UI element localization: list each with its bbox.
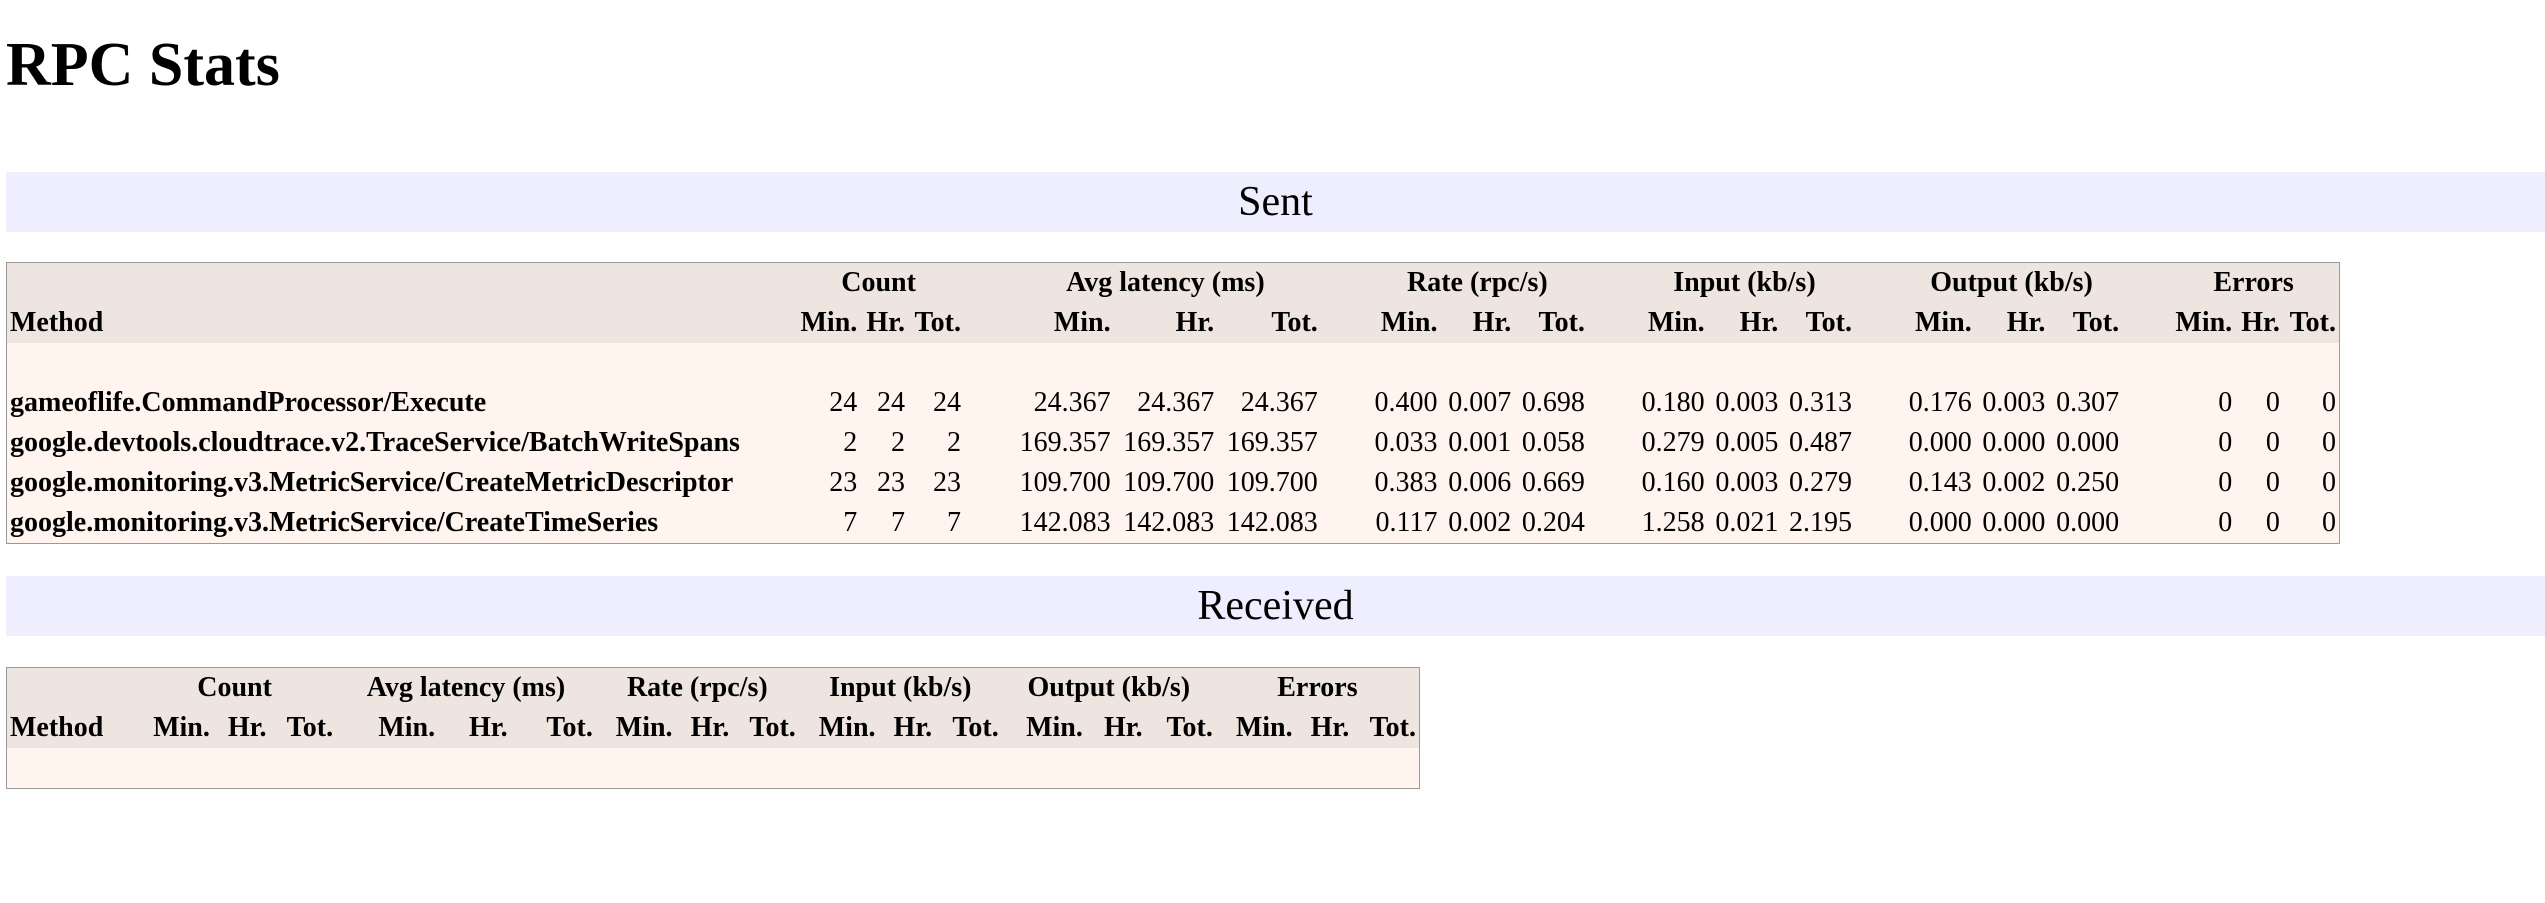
- latency-min-value: 24.367: [1033, 387, 1111, 418]
- latency-hr-header: Hr.: [1114, 303, 1218, 343]
- rate-hr-value: 0.001: [1448, 427, 1512, 458]
- latency-tot-header: Tot.: [511, 708, 596, 748]
- output-tot-value: 0.000: [2056, 507, 2120, 538]
- method-name: google.devtools.cloudtrace.v2.TraceService/BatchWriteSpans: [10, 427, 740, 458]
- received-stats-table: [6, 667, 1420, 789]
- output-tot-value: 0.000: [2056, 427, 2120, 458]
- table-row: [7, 463, 2339, 503]
- errors-hr-header: Hr.: [2235, 303, 2283, 343]
- input-hr-value: 0.021: [1715, 507, 1779, 538]
- rate-min-value: 0.117: [1375, 507, 1438, 538]
- input-hr-value: 0.005: [1715, 427, 1779, 458]
- count-hr-value: 2: [890, 427, 905, 458]
- output-min-value: 0.000: [1908, 507, 1972, 538]
- method-column-header: Method: [7, 708, 133, 748]
- rate-hr-header: Hr.: [676, 708, 733, 748]
- count-tot-value: 7: [946, 507, 961, 538]
- count-min-header: Min.: [133, 708, 213, 748]
- input-hr-header: Hr.: [879, 708, 936, 748]
- received-section-title: Received: [1197, 583, 1354, 629]
- spacer-row: [7, 748, 1419, 788]
- errors-tot-header: Tot.: [1352, 708, 1419, 748]
- input-group-header: Input (kb/s): [1634, 263, 1855, 303]
- method-name: gameoflife.CommandProcessor/Execute: [10, 387, 487, 418]
- rate-min-header: Min.: [1367, 303, 1441, 343]
- rate-hr-header: Hr.: [1441, 303, 1515, 343]
- count-min-value: 2: [843, 427, 858, 458]
- output-tot-header: Tot.: [2048, 303, 2122, 343]
- rate-group-header: Rate (rpc/s): [1367, 263, 1588, 303]
- rate-min-value: 0.400: [1374, 387, 1438, 418]
- method-name: google.monitoring.v3.MetricService/CreateMetricDescriptor: [10, 467, 734, 498]
- latency-hr-value: 142.083: [1123, 507, 1215, 538]
- sent-group-header-row: [7, 263, 2339, 303]
- latency-min-header: Min.: [1010, 303, 1114, 343]
- input-tot-header: Tot.: [1781, 303, 1855, 343]
- rate-min-value: 0.033: [1374, 427, 1438, 458]
- received-section-header: [6, 576, 2545, 636]
- errors-hr-value: 0: [2265, 507, 2280, 538]
- rate-hr-value: 0.006: [1448, 467, 1512, 498]
- input-hr-header: Hr.: [1708, 303, 1782, 343]
- count-hr-value: 7: [890, 507, 905, 538]
- errors-tot-value: 0: [2322, 427, 2336, 458]
- latency-min-value: 142.083: [1019, 507, 1111, 538]
- output-hr-header: Hr.: [1086, 708, 1146, 748]
- errors-hr-header: Hr.: [1296, 708, 1353, 748]
- sent-stats-table: [6, 262, 2340, 544]
- output-min-value: 0.000: [1908, 427, 1972, 458]
- errors-hr-value: 0: [2265, 387, 2280, 418]
- input-hr-value: 0.003: [1715, 467, 1779, 498]
- count-tot-header: Tot.: [270, 708, 337, 748]
- rate-tot-header: Tot.: [1514, 303, 1588, 343]
- rate-hr-value: 0.007: [1448, 387, 1512, 418]
- input-tot-value: 0.313: [1789, 387, 1853, 418]
- latency-min-header: Min.: [336, 708, 438, 748]
- input-hr-value: 0.003: [1715, 387, 1779, 418]
- received-group-header-row: [7, 668, 1419, 708]
- table-row: [7, 383, 2339, 423]
- rate-min-header: Min.: [596, 708, 676, 748]
- rate-group-header: Rate (rpc/s): [596, 668, 799, 708]
- count-min-value: 7: [843, 507, 858, 538]
- input-tot-header: Tot.: [935, 708, 1002, 748]
- output-hr-value: 0.003: [1982, 387, 2046, 418]
- count-group-header: Count: [793, 263, 964, 303]
- count-group-header: Count: [133, 668, 336, 708]
- count-tot-value: 23: [932, 467, 961, 498]
- output-hr-value: 0.002: [1982, 467, 2046, 498]
- method-column-header: Method: [7, 303, 793, 343]
- count-hr-header: Hr.: [860, 303, 908, 343]
- errors-hr-value: 0: [2265, 467, 2280, 498]
- rate-min-value: 0.383: [1374, 467, 1438, 498]
- output-tot-value: 0.250: [2056, 467, 2120, 498]
- rate-tot-header: Tot.: [732, 708, 799, 748]
- output-min-value: 0.176: [1908, 387, 1972, 418]
- output-group-header: Output (kb/s): [1901, 263, 2122, 303]
- output-hr-value: 0.000: [1982, 427, 2046, 458]
- sent-section-header: [6, 172, 2545, 232]
- input-min-value: 0.279: [1641, 427, 1705, 458]
- page-title: RPC Stats: [6, 31, 280, 99]
- count-min-value: 24: [829, 387, 858, 418]
- method-group-spacer: [7, 668, 133, 708]
- latency-min-value: 169.357: [1019, 427, 1111, 458]
- rate-hr-value: 0.002: [1448, 507, 1512, 538]
- output-tot-header: Tot.: [1146, 708, 1216, 748]
- errors-min-value: 0: [2218, 387, 2233, 418]
- latency-tot-header: Tot.: [1217, 303, 1321, 343]
- errors-min-value: 0: [2218, 507, 2233, 538]
- output-min-header: Min.: [1002, 708, 1086, 748]
- count-min-value: 23: [829, 467, 858, 498]
- count-hr-value: 23: [876, 467, 905, 498]
- table-row: [7, 503, 2339, 543]
- latency-tot-value: 142.083: [1226, 507, 1318, 538]
- latency-hr-header: Hr.: [438, 708, 511, 748]
- output-min-value: 0.143: [1908, 467, 1972, 498]
- rate-tot-value: 0.058: [1521, 427, 1585, 458]
- input-tot-value: 2.195: [1789, 507, 1853, 538]
- latency-tot-value: 24.367: [1240, 387, 1318, 418]
- input-tot-value: 0.279: [1789, 467, 1853, 498]
- received-sub-header-row: [7, 708, 1419, 748]
- latency-hr-value: 169.357: [1123, 427, 1215, 458]
- latency-hr-value: 109.700: [1123, 467, 1215, 498]
- input-group-header: Input (kb/s): [799, 668, 1002, 708]
- output-hr-value: 0.000: [1982, 507, 2046, 538]
- latency-group-header: Avg latency (ms): [1010, 263, 1321, 303]
- errors-group-header: Errors: [1216, 668, 1419, 708]
- rate-tot-value: 0.698: [1521, 387, 1585, 418]
- output-min-header: Min.: [1901, 303, 1975, 343]
- errors-tot-value: 0: [2322, 467, 2336, 498]
- count-tot-value: 24: [932, 387, 961, 418]
- latency-tot-value: 169.357: [1226, 427, 1318, 458]
- latency-group-header: Avg latency (ms): [336, 668, 596, 708]
- errors-tot-value: 0: [2322, 507, 2336, 538]
- spacer-row: [7, 343, 2339, 383]
- errors-hr-value: 0: [2265, 427, 2280, 458]
- errors-min-value: 0: [2218, 427, 2233, 458]
- method-group-spacer: [7, 263, 793, 303]
- count-tot-header: Tot.: [908, 303, 964, 343]
- rate-tot-value: 0.204: [1521, 507, 1585, 538]
- count-tot-value: 2: [946, 427, 961, 458]
- count-hr-value: 24: [876, 387, 905, 418]
- errors-tot-header: Tot.: [2283, 303, 2339, 343]
- input-min-value: 0.160: [1641, 467, 1705, 498]
- output-hr-header: Hr.: [1975, 303, 2049, 343]
- input-tot-value: 0.487: [1789, 427, 1853, 458]
- output-tot-value: 0.307: [2056, 387, 2120, 418]
- count-hr-header: Hr.: [213, 708, 270, 748]
- errors-tot-value: 0: [2322, 387, 2336, 418]
- output-group-header: Output (kb/s): [1002, 668, 1216, 708]
- input-min-value: 1.258: [1641, 507, 1705, 538]
- errors-min-value: 0: [2218, 467, 2233, 498]
- method-name: google.monitoring.v3.MetricService/CreateTimeSeries: [10, 507, 659, 538]
- errors-min-header: Min.: [2168, 303, 2235, 343]
- latency-hr-value: 24.367: [1137, 387, 1215, 418]
- errors-group-header: Errors: [2168, 263, 2339, 303]
- input-min-header: Min.: [799, 708, 879, 748]
- latency-tot-value: 109.700: [1226, 467, 1318, 498]
- rate-tot-value: 0.669: [1521, 467, 1585, 498]
- count-min-header: Min.: [793, 303, 860, 343]
- input-min-header: Min.: [1634, 303, 1708, 343]
- input-min-value: 0.180: [1641, 387, 1705, 418]
- sent-sub-header-row: [7, 303, 2339, 343]
- table-row: [7, 423, 2339, 463]
- errors-min-header: Min.: [1216, 708, 1296, 748]
- latency-min-value: 109.700: [1019, 467, 1111, 498]
- sent-section-title: Sent: [1238, 179, 1313, 225]
